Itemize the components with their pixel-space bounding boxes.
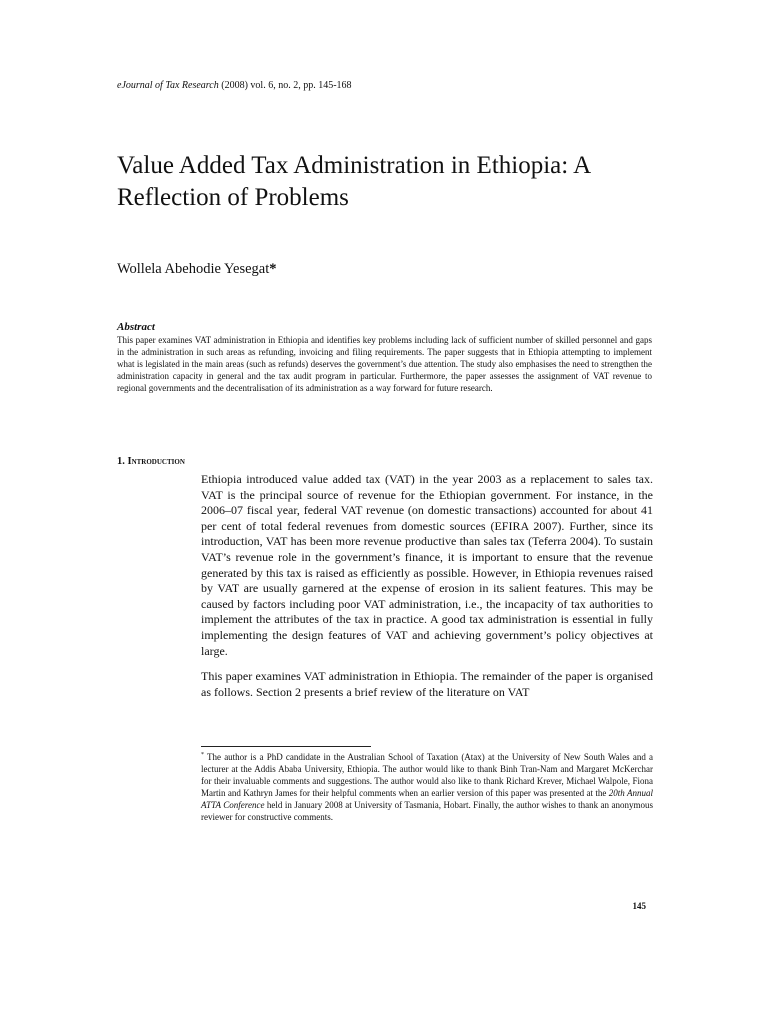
paper-title: Value Added Tax Administration in Ethiopia: A Reflection of Problems [117, 152, 590, 211]
body-paragraph-2: This paper examines VAT administration in Ethiopia. The remainder of the paper is organised as follows. Section 2 presents a brief review of the literature on VAT [201, 669, 653, 699]
footnote-divider [201, 746, 371, 747]
page-number: 145 [632, 901, 646, 911]
running-head [117, 80, 352, 92]
author-footnote-mark: * [269, 261, 277, 277]
journal-name: eJournal of Tax Research [117, 80, 219, 91]
journal-citation: (2008) vol. 6, no. 2, pp. 145-168 [218, 80, 352, 91]
author-name: Wollela Abehodie Yesegat [117, 261, 270, 277]
footnote-text-before: The author is a PhD candidate in the Australian School of Taxation (Atax) at the University of New South Wales and a lecturer at the Addis Ababa University, Ethiopia. The author would like to thank Binh Tran-Nam and Margaret McKerchar for their invaluable comments and suggestions. The author would also like to thank Richard Krever, Michael Walpole, Fiona Martin and Kathryn James for their helpful comments when an earlier version of this paper was presented at the [201, 752, 653, 798]
footnote-text-after: held in January 2008 at University of Tasmania, Hobart. Finally, the author wishes to thank an anonymous reviewer for constructive comments. [201, 799, 653, 822]
section-number: 1. [117, 456, 128, 467]
body-paragraph-1: Ethiopia introduced value added tax (VAT) in the year 2003 as a replacement to sales tax. VAT is the principal source of revenue for the Ethiopian government. For instance, in the 2006–07 fiscal year, federal VAT revenue (on domestic transactions) accounted for about 41 per cent of total federal revenues from domestic sources (EFIRA 2007). Further, since its introduction, VAT has been more revenue productive than sales tax (Teferra 2004). To sustain VAT’s revenue role in the government’s finance, it is important to ensure that the revenue generated by this tax is raised as efficiently as possible. However, in Ethiopia revenues raised by VAT are usually garnered at the expense of erosion in its salient features. This may be caused by factors including poor VAT administration, i.e., the incapacity of tax authorities to implement the attributes of the tax in practice. A good tax administration is essential in fully implementing the design features of VAT and achieving government’s policy objectives at large. [201, 472, 653, 658]
footnote-mark: * [201, 752, 204, 758]
abstract-section [117, 321, 652, 395]
footnote-conference-name: 20th Annual ATTA Conference [201, 787, 653, 810]
section-heading-introduction [117, 456, 185, 468]
author-line [117, 260, 277, 278]
abstract-heading: Abstract [117, 321, 155, 333]
body-text [201, 472, 653, 710]
abstract-text: This paper examines VAT administration in Ethiopia and identifies key problems including lack of sufficient number of skilled personnel and gaps in the administration in such areas as refunding, invoicing and filing requirements. The paper suggests that in Ethiopia attempting to implement what is legislated in the main areas (such as refunds) deserves the government’s due attention. The study also emphasises the need to strengthen the administration capacity in general and the tax audit program in particular. Furthermore, the paper assesses the assignment of VAT revenue to regional governments and the decentralisation of its administration as a way forward for future research. [117, 335, 652, 393]
footnote [201, 752, 653, 823]
section-title: Introduction [127, 456, 185, 467]
